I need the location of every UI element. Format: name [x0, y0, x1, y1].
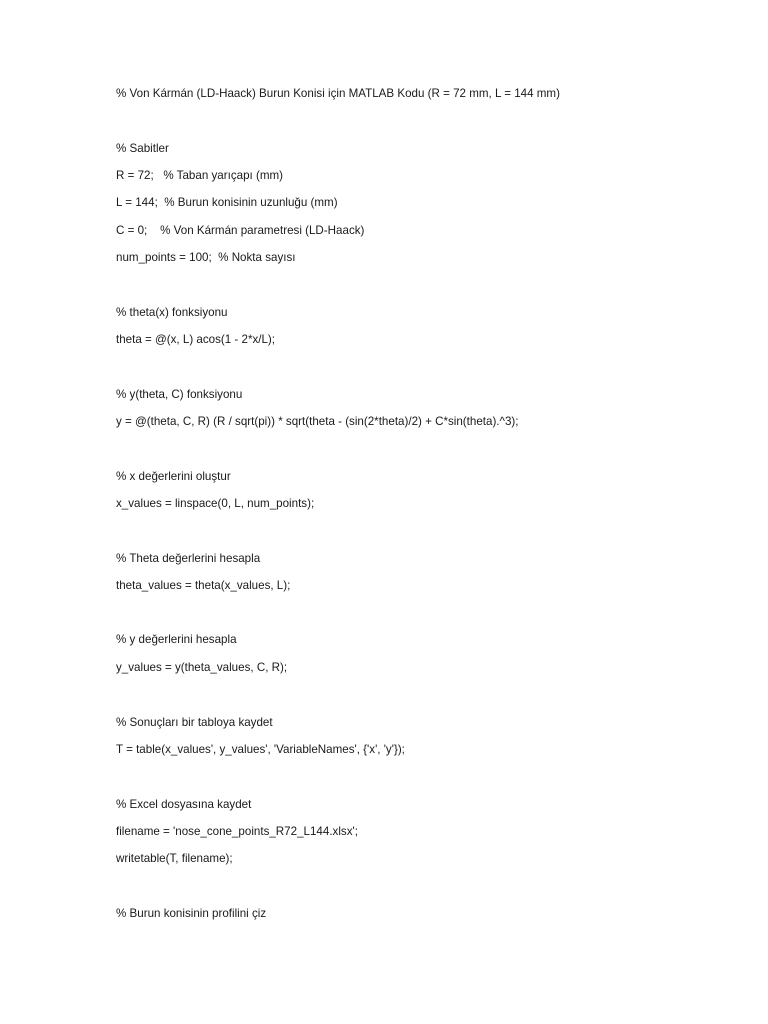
code-comment-excel: % Excel dosyasına kaydet [116, 798, 252, 811]
code-comment-title: % Von Kármán (LD-Haack) Burun Konisi için MATLAB Kodu (R = 72 mm, L = 144 mm) [116, 87, 560, 100]
code-line-x-values: x_values = linspace(0, L, num_points); [116, 497, 315, 510]
code-line-y-values: y_values = y(theta_values, C, R); [116, 661, 288, 674]
code-line-writetable: writetable(T, filename); [116, 852, 233, 865]
code-line-r: R = 72; % Taban yarıçapı (mm) [116, 169, 283, 182]
code-comment-theta-func: % theta(x) fonksiyonu [116, 306, 228, 319]
code-comment-table: % Sonuçları bir tabloya kaydet [116, 716, 273, 729]
code-line-l: L = 144; % Burun konisinin uzunluğu (mm) [116, 196, 338, 209]
code-line-num-points: num_points = 100; % Nokta sayısı [116, 251, 296, 264]
code-comment-y-values: % y değerlerini hesapla [116, 633, 237, 646]
code-comment-theta-values: % Theta değerlerini hesapla [116, 552, 261, 565]
code-comment-x-values: % x değerlerini oluştur [116, 470, 231, 483]
code-line-filename: filename = 'nose_cone_points_R72_L144.xlsx'; [116, 825, 358, 838]
code-line-y-func: y = @(theta, C, R) (R / sqrt(pi)) * sqrt(theta - (sin(2*theta)/2) + C*sin(theta).^3); [116, 415, 519, 428]
code-line-theta-func: theta = @(x, L) acos(1 - 2*x/L); [116, 333, 276, 346]
code-comment-y-func: % y(theta, C) fonksiyonu [116, 388, 243, 401]
code-line-table: T = table(x_values', y_values', 'VariableNames', {'x', 'y'}); [116, 743, 405, 756]
code-line-theta-values: theta_values = theta(x_values, L); [116, 579, 291, 592]
code-line-c: C = 0; % Von Kármán parametresi (LD-Haack) [116, 224, 365, 237]
code-comment-constants: % Sabitler [116, 142, 169, 155]
code-comment-plot: % Burun konisinin profilini çiz [116, 907, 267, 920]
